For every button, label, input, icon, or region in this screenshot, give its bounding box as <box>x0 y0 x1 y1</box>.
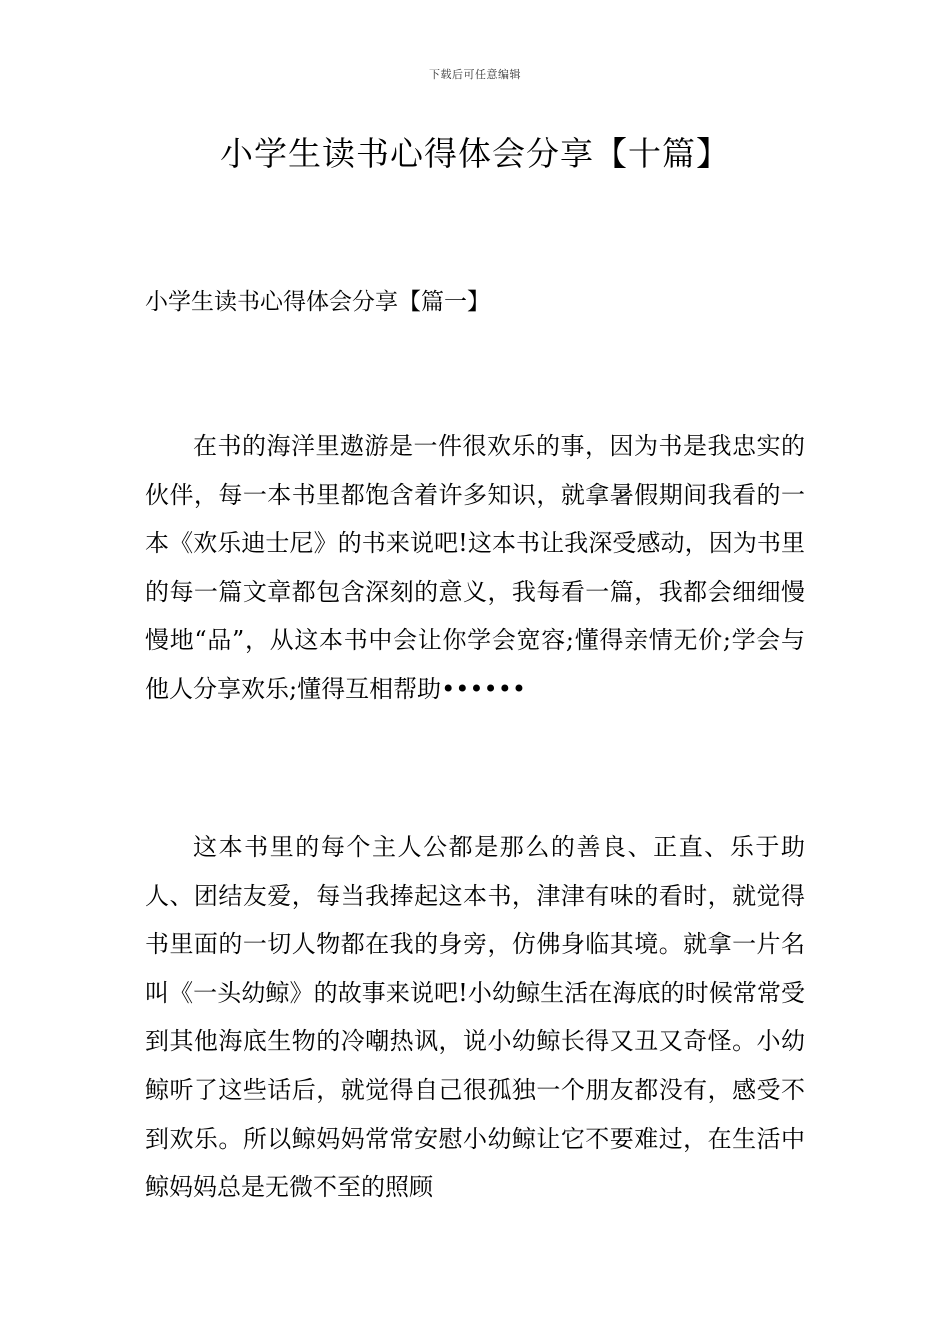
body-paragraph: 在书的海洋里遨游是一件很欢乐的事，因为书是我忠实的伙伴，每一本书里都饱含着许多知识，就拿暑假期间我看的一本《欢乐迪士尼》的书来说吧!这本书让我深受感动，因为书里的每一篇文章都包含深刻的意义，我每看一篇，我都会细细慢慢地“品”，从这本书中会让你学会宽容;懂得亲情无价;学会与他人分享欢乐;懂得互相帮助•••••• <box>145 432 805 703</box>
header-note: 下载后可任意编辑 <box>429 68 521 81</box>
section-heading: 小学生读书心得体会分享【篇一】 <box>145 289 490 315</box>
document-title: 小学生读书心得体会分享【十篇】 <box>220 134 730 173</box>
body-paragraph: 这本书里的每个主人公都是那么的善良、正直、乐于助人、团结友爱，每当我捧起这本书，津津有味的看时，就觉得书里面的一切人物都在我的身旁，仿佛身临其境。就拿一片名叫《一头幼鲸》的故事来说吧!小幼鲸生活在海底的时候常常受到其他海底生物的冷嘲热讽，说小幼鲸长得又丑又奇怪。小幼鲸听了这些话后，就觉得自己很孤独一个朋友都没有，感受不到欢乐。所以鲸妈妈常常安慰小幼鲸让它不要难过，在生活中鲸妈妈总是无微不至的照顾 <box>145 833 805 1202</box>
